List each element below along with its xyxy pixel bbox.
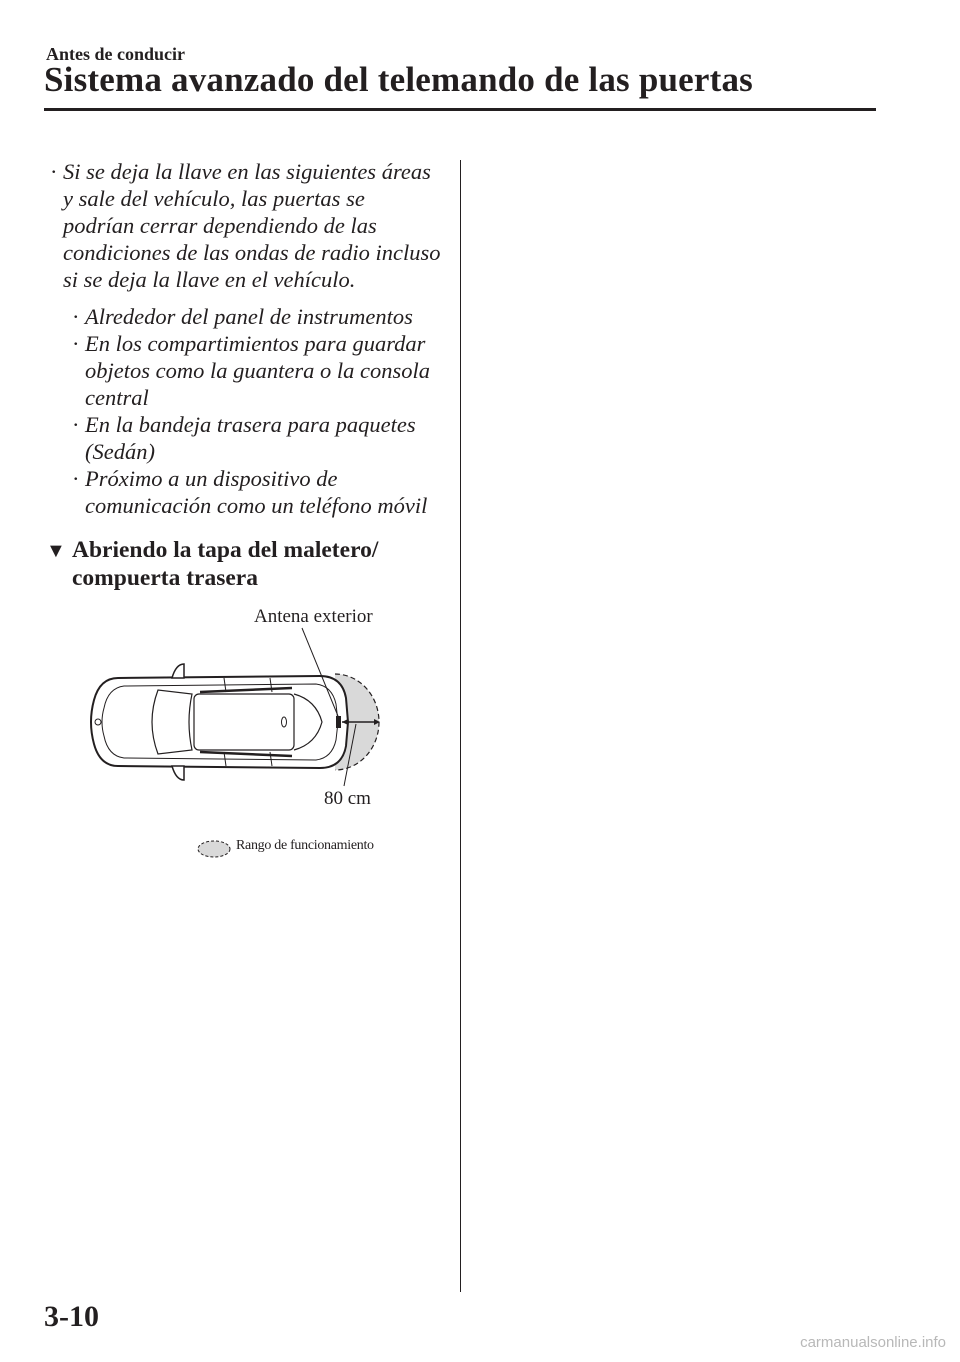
side-mirror (172, 766, 184, 780)
page-number: 3-10 (44, 1300, 99, 1333)
car-body (91, 676, 348, 768)
section-heading (46, 536, 446, 592)
side-mirror (172, 664, 184, 678)
main-content (46, 158, 441, 519)
car-antenna-figure (80, 600, 440, 870)
bullet-dot-icon: · (50, 159, 58, 184)
section-heading-line1: Abriendo la tapa del maletero/ (72, 537, 379, 563)
legend-range-icon (198, 841, 230, 857)
car-top-view-illustration (80, 600, 440, 870)
bullet-dot-icon: · (72, 412, 80, 437)
list-item (68, 411, 441, 465)
bullet-dot-icon: · (72, 331, 80, 356)
legend-label: Rango de funcionamiento (236, 838, 374, 853)
page-title: Sistema avanzado del telemando de las puertas (44, 60, 753, 99)
title-rule (44, 108, 876, 111)
section-heading-line2: compuerta trasera (72, 565, 258, 591)
antenna-label: Antena exterior (254, 606, 373, 627)
exterior-antenna-marker (336, 716, 341, 728)
column-divider (460, 160, 461, 1292)
watermark: carmanualsonline.info (800, 1334, 946, 1351)
intro-bullet-text: Si se deja la llave en las siguientes áreas y sale del vehículo, las puertas se podrían cerrar dependiendo de las condiciones de las ondas de radio incluso si se deja la llave en el vehículo. (63, 159, 441, 292)
list-item (68, 465, 441, 519)
distance-label: 80 cm (324, 788, 371, 809)
bullet-dot-icon: · (72, 304, 80, 329)
list-item (68, 303, 441, 330)
section-label: Antes de conducir (46, 44, 185, 64)
list-item-text: Alrededor del panel de instrumentos (85, 304, 413, 329)
list-item (68, 330, 441, 411)
list-item-text: En la bandeja trasera para paquetes (Sedán) (85, 412, 416, 464)
list-item-text: En los compartimientos para guardar objetos como la guantera o la consola central (85, 331, 430, 410)
list-item-text: Próximo a un dispositivo de comunicación como un teléfono móvil (85, 466, 428, 518)
bullet-dot-icon: · (72, 466, 80, 491)
triangle-down-icon: ▼ (46, 540, 66, 562)
sub-bullet-list (68, 303, 441, 519)
intro-bullet (46, 158, 441, 293)
